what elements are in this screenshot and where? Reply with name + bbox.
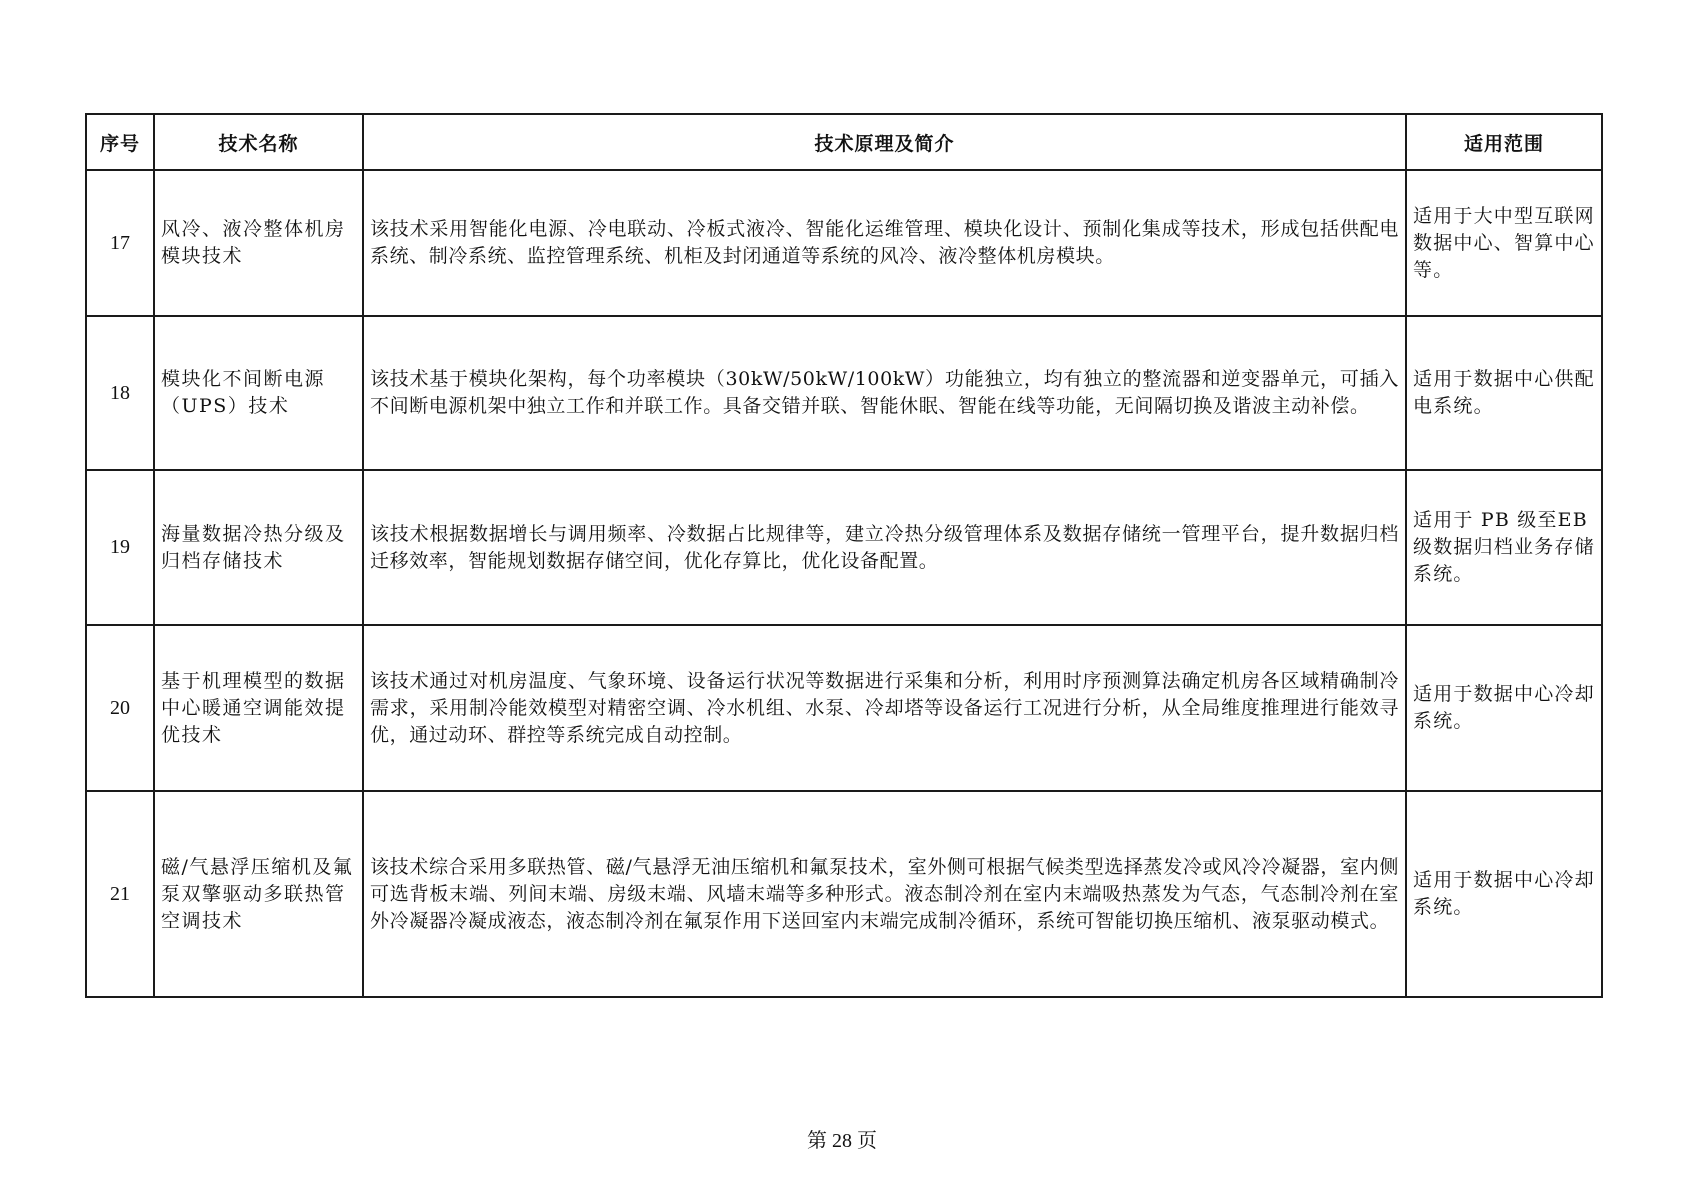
row-description: 该技术综合采用多联热管、磁/气悬浮无油压缩机和氟泵技术，室外侧可根据气候类型选择蒸发冷或风冷冷凝器，室内侧可选背板末端、列间末端、房级末端、风墙末端等多种形式。液态制冷剂在室内末端吸热蒸发为气态，气态制冷剂在室外冷凝器冷凝成液态，液态制冷剂在氟泵作用下送回室内末端完成制冷循环，系统可智能切换压缩机、液泵驱动模式。 — [363, 791, 1406, 997]
row-description: 该技术基于模块化架构，每个功率模块（30kW/50kW/100kW）功能独立，均有独立的整流器和逆变器单元，可插入不间断电源机架中独立工作和并联工作。具备交错并联、智能休眠、智能在线等功能，无间隔切换及谐波主动补偿。 — [363, 316, 1406, 470]
row-tech-name: 海量数据冷热分级及归档存储技术 — [154, 470, 363, 625]
row-tech-name: 风冷、液冷整体机房模块技术 — [154, 170, 363, 316]
row-scope: 适用于数据中心供配电系统。 — [1406, 316, 1602, 470]
header-number: 序号 — [86, 114, 154, 170]
row-scope: 适用于大中型互联网数据中心、智算中心等。 — [1406, 170, 1602, 316]
table-row — [86, 170, 1602, 316]
row-number: 18 — [86, 316, 154, 470]
table-header-row — [86, 114, 1602, 170]
row-description: 该技术通过对机房温度、气象环境、设备运行状况等数据进行采集和分析，利用时序预测算法确定机房各区域精确制冷需求，采用制冷能效模型对精密空调、冷水机组、水泵、冷却塔等设备运行工况进行分析，从全局维度推理进行能效寻优，通过动环、群控等系统完成自动控制。 — [363, 625, 1406, 791]
table-row — [86, 791, 1602, 997]
table-row — [86, 470, 1602, 625]
row-number: 19 — [86, 470, 154, 625]
row-description: 该技术采用智能化电源、冷电联动、冷板式液冷、智能化运维管理、模块化设计、预制化集成等技术，形成包括供配电系统、制冷系统、监控管理系统、机柜及封闭通道等系统的风冷、液冷整体机房模块。 — [363, 170, 1406, 316]
header-name: 技术名称 — [154, 114, 363, 170]
row-description: 该技术根据数据增长与调用频率、冷数据占比规律等，建立冷热分级管理体系及数据存储统一管理平台，提升数据归档迁移效率，智能规划数据存储空间，优化存算比，优化设备配置。 — [363, 470, 1406, 625]
row-number: 20 — [86, 625, 154, 791]
row-tech-name: 基于机理模型的数据中心暖通空调能效提优技术 — [154, 625, 363, 791]
row-scope: 适用于数据中心冷却系统。 — [1406, 791, 1602, 997]
row-number: 17 — [86, 170, 154, 316]
page-number: 第 28 页 — [807, 1130, 877, 1152]
row-tech-name: 磁/气悬浮压缩机及氟泵双擎驱动多联热管空调技术 — [154, 791, 363, 997]
table-row — [86, 625, 1602, 791]
technology-table — [85, 113, 1603, 998]
row-scope: 适用于数据中心冷却系统。 — [1406, 625, 1602, 791]
row-tech-name: 模块化不间断电源（UPS）技术 — [154, 316, 363, 470]
row-number: 21 — [86, 791, 154, 997]
row-scope: 适用于 PB 级至EB 级数据归档业务存储系统。 — [1406, 470, 1602, 625]
header-scope: 适用范围 — [1406, 114, 1602, 170]
header-description: 技术原理及简介 — [363, 114, 1406, 170]
table-row — [86, 316, 1602, 470]
